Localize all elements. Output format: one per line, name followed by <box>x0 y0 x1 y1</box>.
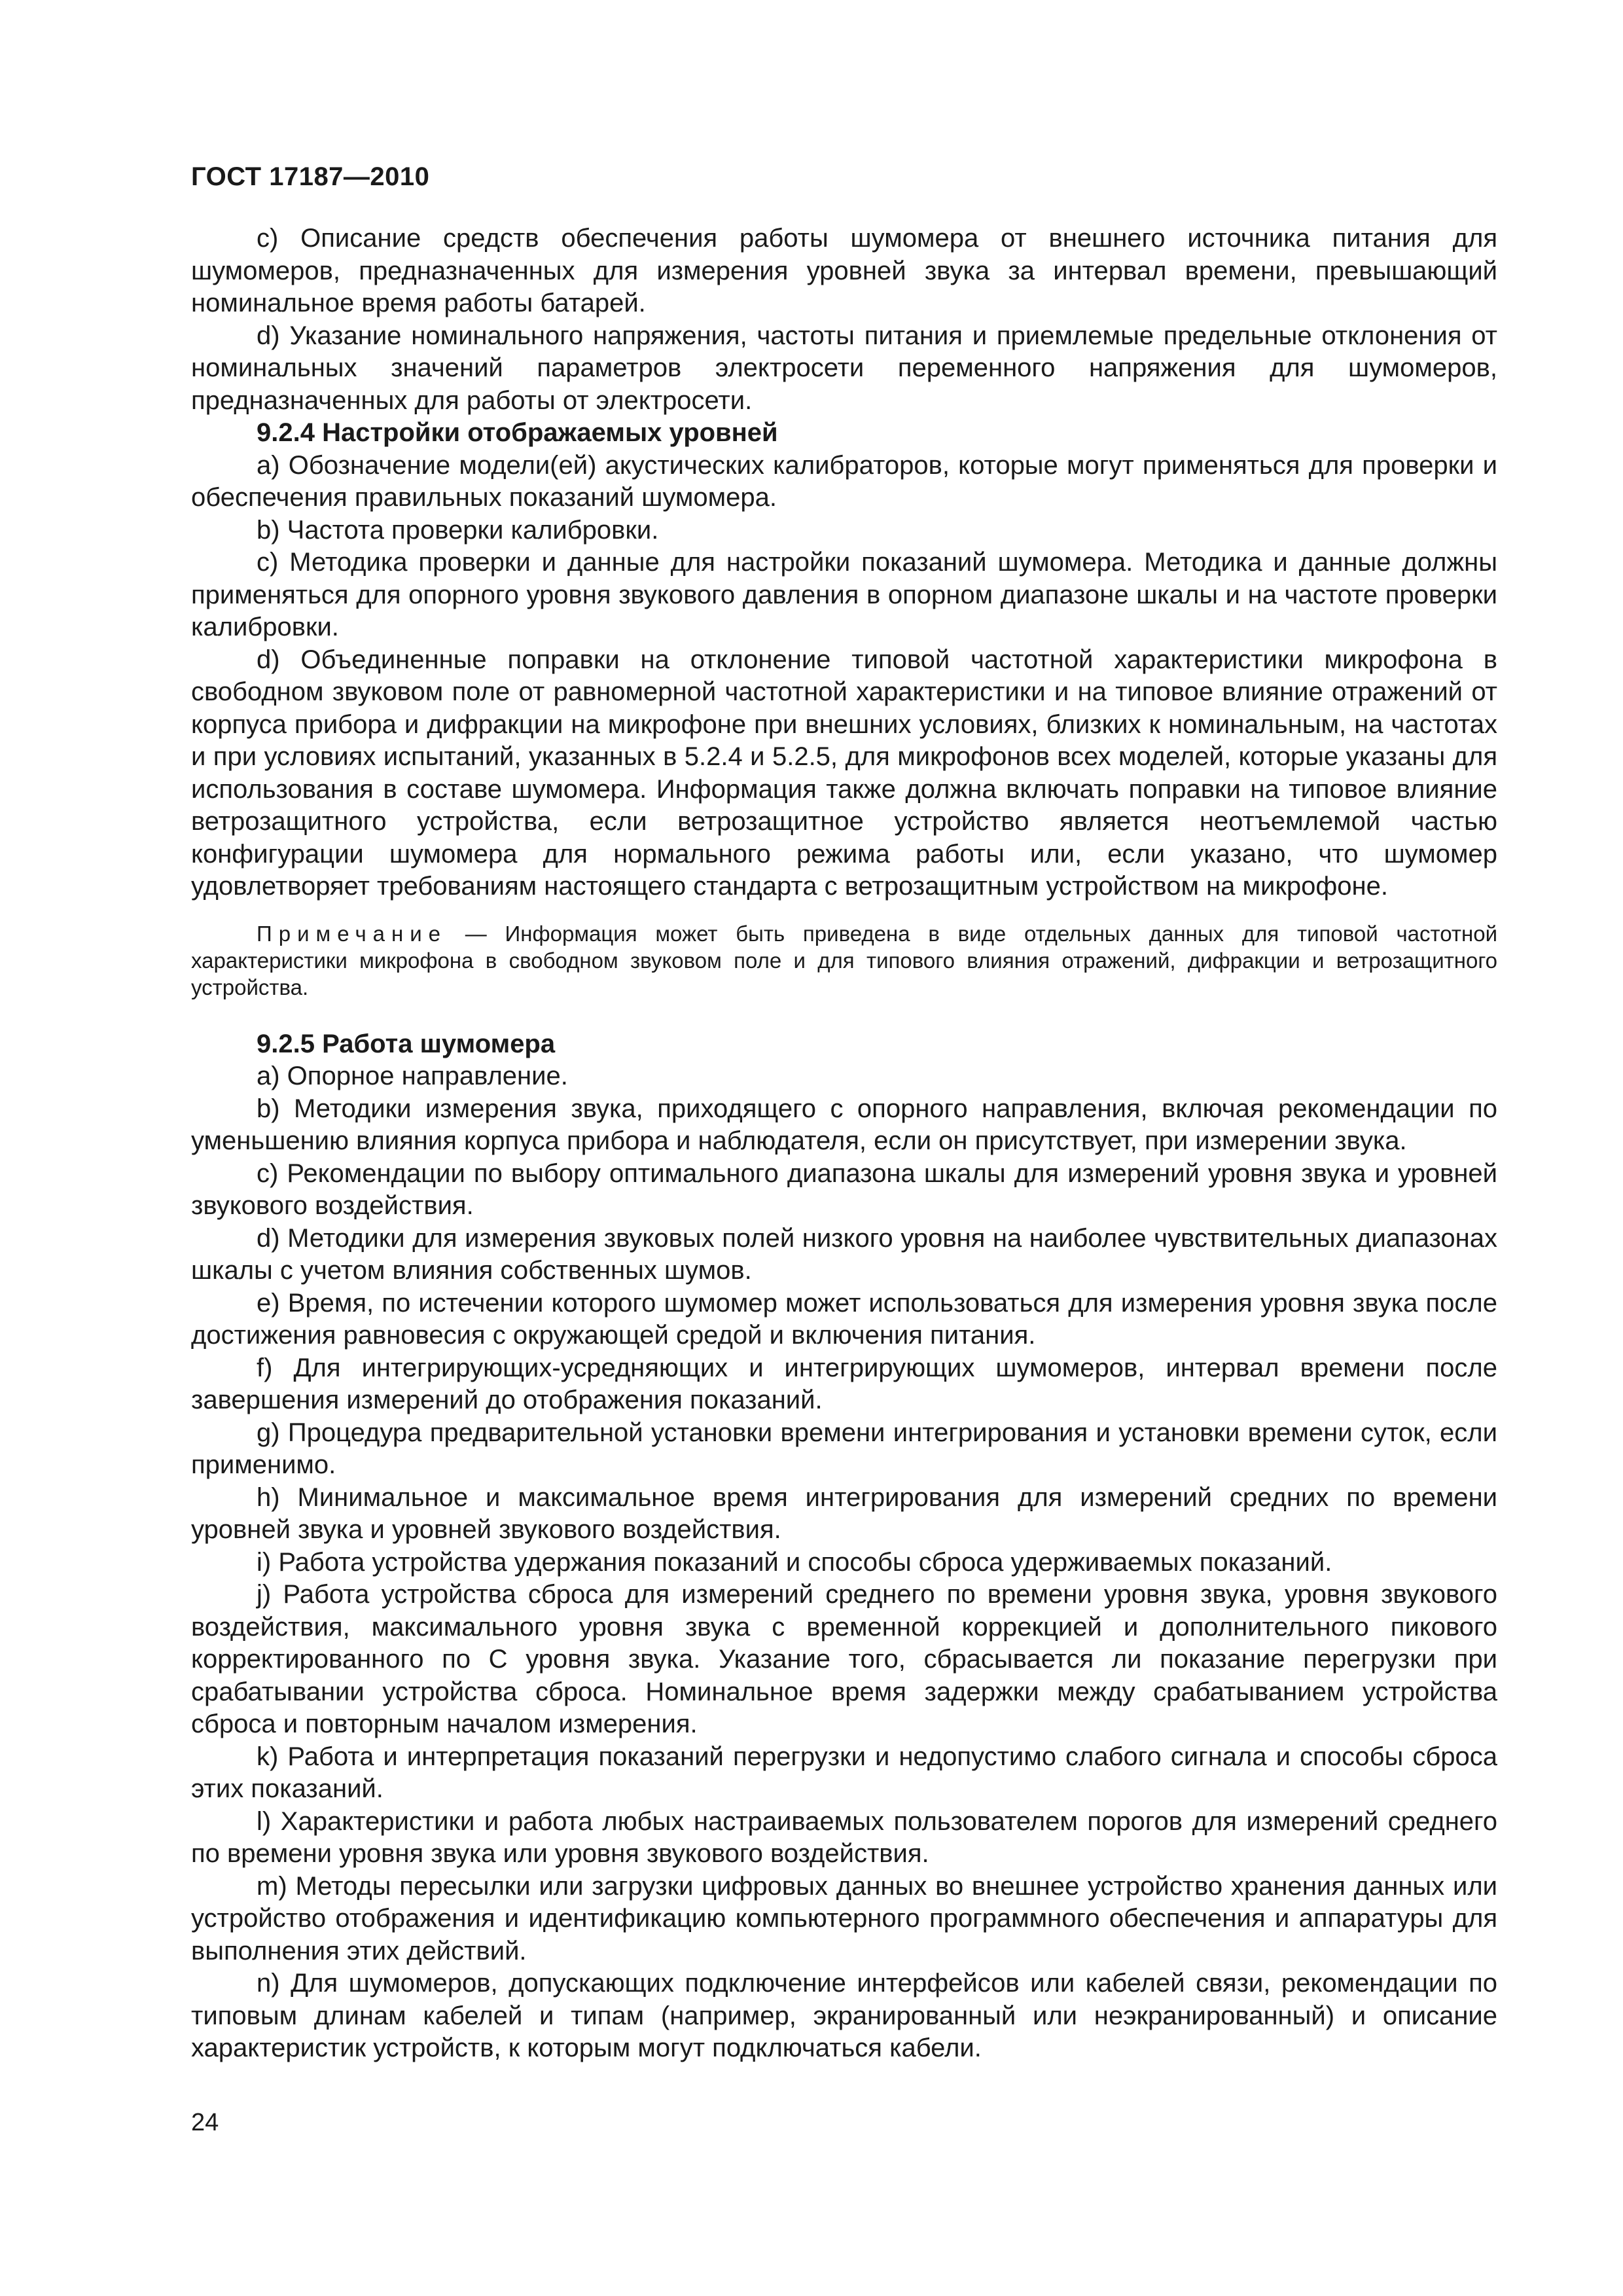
document-header: ГОСТ 17187—2010 <box>191 162 430 191</box>
paragraph-9-2-5-e: е) Время, по истечении которого шумомер может использоваться для измерения уровня звука после достижения равновесия с окружающей средой и включения питания. <box>191 1288 1497 1350</box>
paragraph-9-2-4-c: c) Методика проверки и данные для настройки показаний шумомера. Методика и данные должны применяться для опорного уровня звукового давления в опорном диапазоне шкалы и на частоте проверки калибровки. <box>191 548 1497 641</box>
note-text: — Информация может быть приведена в виде отдельных данных для типовой частотной характеристики микрофона в свободном звуковом поле и для типового влияния отражений, дифракции и ветрозащитного устройства. <box>191 921 1497 999</box>
document-body <box>191 223 1497 2065</box>
paragraph-9-2-5-a: а) Опорное направление. <box>257 1062 568 1090</box>
page-number: 24 <box>191 2109 219 2136</box>
section-heading-9-2-5: 9.2.5 Работа шумомера <box>257 1029 556 1058</box>
paragraph-9-2-5-d: d) Методики для измерения звуковых полей низкого уровня на наиболее чувствительных диапазонах шкалы с учетом влияния собственных шумов. <box>191 1223 1497 1285</box>
paragraph-9-2-4-a: а) Обозначение модели(ей) акустических калибраторов, которые могут применяться для проверки и обеспечения правильных показаний шумомера. <box>191 450 1497 512</box>
paragraph-9-2-5-j: j) Работа устройства сброса для измерений среднего по времени уровня звука, уровня звукового воздействия, максимального уровня звука с временной коррекцией и дополнительного пикового корректированного по С уровня звука. Указание того, сбрасывается ли показание перегрузки при срабатывании устройства сброса. Номинальное время задержки между срабатыванием устройства сброса и повторным началом измерения. <box>191 1580 1497 1738</box>
paragraph-9-2-5-m: m) Методы пересылки или загрузки цифровых данных во внешнее устройство хранения данных или устройство отображения и идентификацию компьютерного программного обеспечения и аппаратуры для выполнения этих действий. <box>191 1871 1497 1965</box>
note-paragraph <box>191 920 1497 1001</box>
paragraph-9-2-5-i: i) Работа устройства удержания показаний и способы сброса удерживаемых показаний. <box>257 1547 1332 1577</box>
paragraph-9-2-5-n: n) Для шумомеров, допускающих подключение интерфейсов или кабелей связи, рекомендации по типовым длинам кабелей и типам (например, экранированный или неэкранированный) и описание характеристик устройств, к которым могут подключаться кабели. <box>191 1969 1497 2062</box>
section-heading-9-2-4: 9.2.4 Настройки отображаемых уровней <box>257 418 778 447</box>
paragraph-9-2-5-g: g) Процедура предварительной установки времени интегрирования и установки времени суток, если применимо. <box>191 1418 1497 1479</box>
paragraph-9-2-5-k: k) Работа и интерпретация показаний перегрузки и недопустимо слабого сигнала и способы сброса этих показаний. <box>191 1742 1497 1803</box>
paragraph-item-d: d) Указание номинального напряжения, частоты питания и приемлемые предельные отклонения от номинальных значений параметров электросети переменного напряжения для шумомеров, предназначенных для работы от электросети. <box>191 321 1497 415</box>
paragraph-9-2-5-b: b) Методики измерения звука, приходящего с опорного направления, включая рекомендации по уменьшению влияния корпуса прибора и наблюдателя, если он присутствует, при измерении звука. <box>191 1094 1497 1155</box>
paragraph-9-2-5-f: f) Для интегрирующих-усредняющих и интегрирующих шумомеров, интервал времени после завершения измерений до отображения показаний. <box>191 1353 1497 1414</box>
paragraph-9-2-4-d: d) Объединенные поправки на отклонение типовой частотной характеристики микрофона в свободном звуковом поле от равномерной частотной характеристики и на типовое влияние отражений от корпуса прибора и дифракции на микрофоне при внешних условиях, близких к номинальным, на частотах и при условиях испытаний, указанных в 5.2.4 и 5.2.5, для микрофонов всех моделей, которые указаны для использования в составе шумомера. Информация также должна включать поправки на типовое влияние ветрозащитного устройства, если ветрозащитное устройство является неотъемлемой частью конфигурации шумомера для нормального режима работы или, если указано, что шумомер удовлетворяет требованиям настоящего стандарта с ветрозащитным устройством на микрофоне. <box>191 645 1497 901</box>
paragraph-9-2-5-h: h) Минимальное и максимальное время интегрирования для измерений средних по времени уровней звука и уровней звукового воздействия. <box>191 1482 1497 1544</box>
paragraph-9-2-4-b: b) Частота проверки калибровки. <box>257 515 659 545</box>
paragraph-item-c: c) Описание средств обеспечения работы шумомера от внешнего источника питания для шумомеров, предназначенных для измерения уровней звука за интервал времени, превышающий номинальное время работы батарей. <box>191 224 1497 317</box>
paragraph-9-2-5-c: c) Рекомендации по выбору оптимального диапазона шкалы для измерений уровня звука и уровней звукового воздействия. <box>191 1158 1497 1220</box>
paragraph-9-2-5-l: l) Характеристики и работа любых настраиваемых пользователем порогов для измерений среднего по времени уровня звука или уровня звукового воздействия. <box>191 1806 1497 1868</box>
note-label: Примечание <box>257 921 448 946</box>
